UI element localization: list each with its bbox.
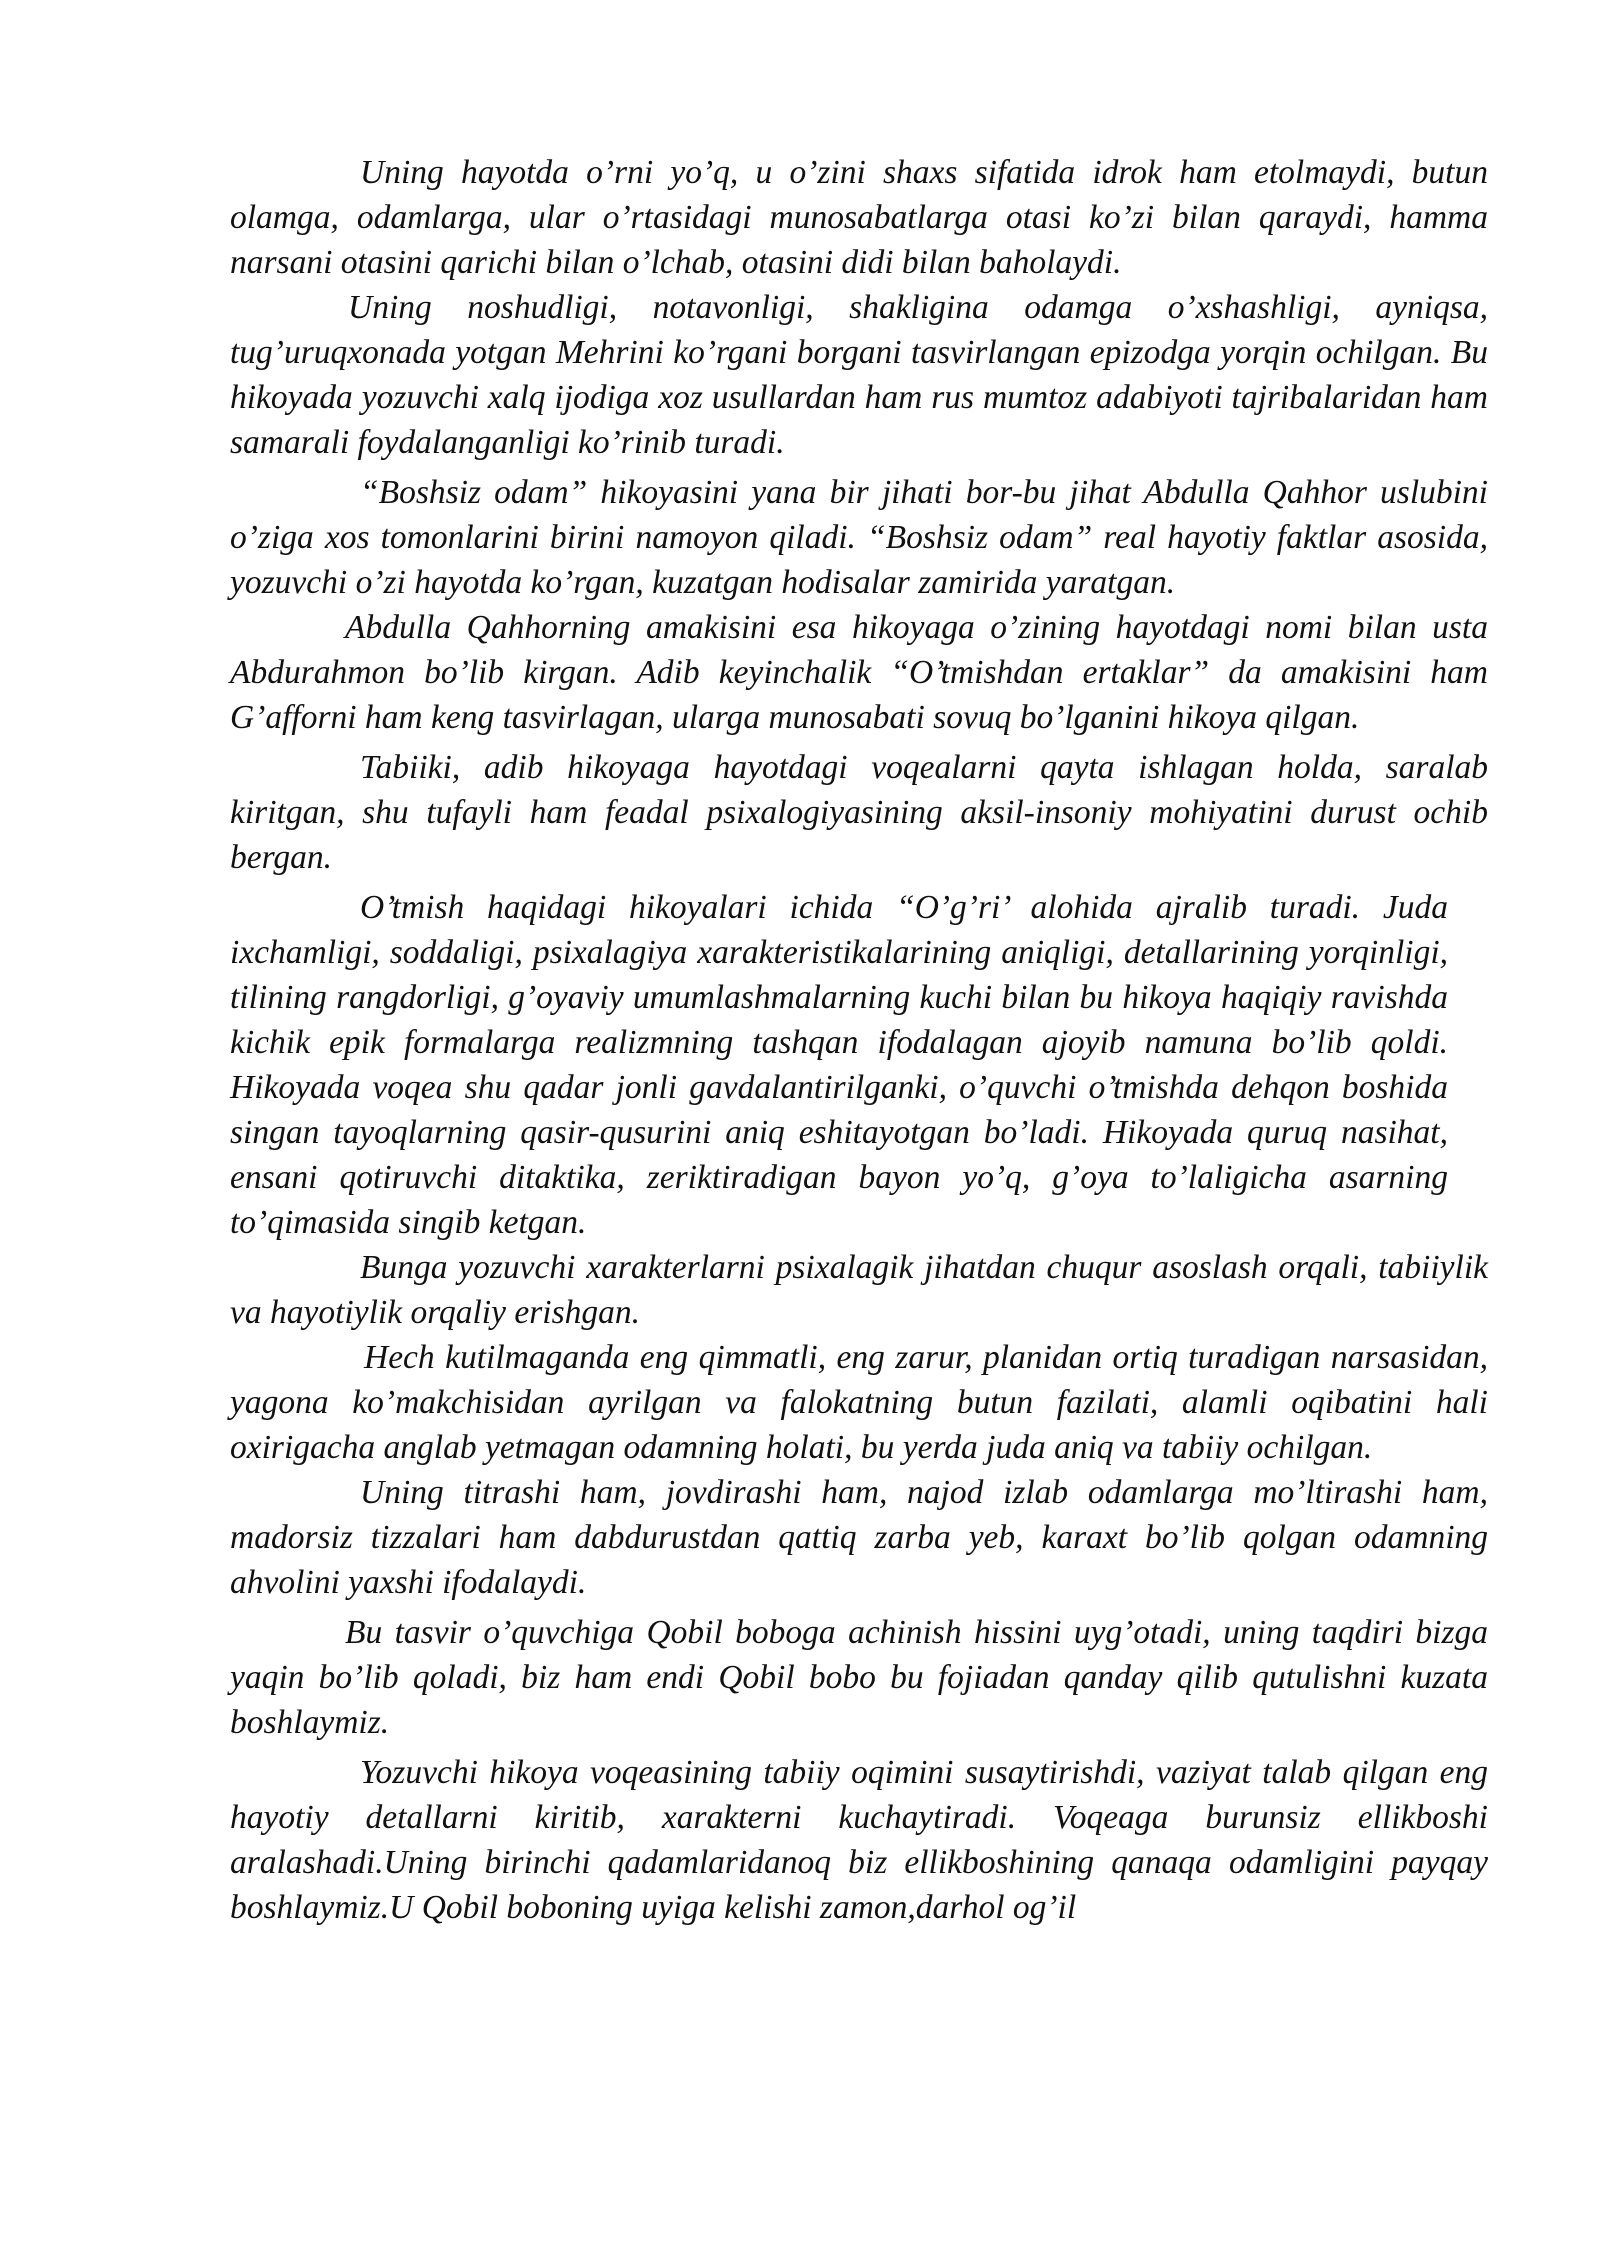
paragraph-3: “Boshsiz odam” hikoyasini yana bir jihati bor-bu jihat Abdulla Qahhor uslubini o’ziga xos tomonlarini birini namoyon qiladi. “Boshsiz odam” real hayotiy faktlar asosida, yozuvchi o’zi hayotda ko’rgan, kuzatgan hodisalar zamirida yaratgan. — [230, 474, 1488, 601]
paragraph-4: Abdulla Qahhorning amakisini esa hikoyaga o’zining hayotdagi nomi bilan usta Abdurahmon bo’lib kirgan. Adib keyinchalik “O’tmishdan ertaklar” da amakisini ham G’afforni ham keng tasvirlagan, ularga munosabati sovuq bo’lganini hikoya qilgan. — [230, 609, 1488, 736]
paragraph-11: Yozuvchi hikoya voqeasining tabiiy oqimini susaytirishdi, vaziyat talab qilgan eng hayotiy detallarni kiritib, xarakterni kuchaytiradi. Voqeaga burunsiz ellikboshi aralashadi.Uning birinchi qadamlaridanoq biz ellikboshining qanaqa odamligini payqay boshlaymiz.U Qobil boboning uyiga kelishi zamon,darhol og’il — [230, 1754, 1488, 1926]
document-body — [230, 150, 1488, 1930]
paragraph-8: Hech kutilmaganda eng qimmatli, eng zarur, planidan ortiq turadigan narsasidan, yagona ko’makchisidan ayrilgan va falokatning butun fazilati, alamli oqibatini hali oxirigacha anglab yetmagan odamning holati, bu yerda juda aniq va tabiiy ochilgan. — [230, 1339, 1488, 1466]
paragraph-9: Uning titrashi ham, jovdirashi ham, najod izlab odamlarga mo’ltirashi ham, madorsiz tizzalari ham dabdurustdan qattiq zarba yeb, karaxt bo’lib qolgan odamning ahvolini yaxshi ifodalaydi. — [230, 1474, 1488, 1601]
paragraph-6: O’tmish haqidagi hikoyalari ichida “O’g’ri’ alohida ajralib turadi. Juda ixchamligi, soddaligi, psixalagiya xarakteristikalarining aniqligi, detallarining yorqinligi, tilining rangdorligi, g’oyaviy umumlashmalarning kuchi bilan bu hikoya haqiqiy ravishda kichik epik formalarga realizmning tashqan ifodalagan ajoyib namuna bo’lib qoldi. Hikoyada voqea shu qadar jonli gavdalantirilganki, o’quvchi o’tmishda dehqon boshida singan tayoqlarning qasir-qusurini aniq eshitayotgan bo’ladi. Hikoyada quruq nasihat, ensani qotiruvchi ditaktika, zeriktiradigan bayon yo’q, g’oya to’laligicha asarning to’qimasida singib ketgan. — [230, 889, 1448, 1241]
paragraph-2: Uning noshudligi, notavonligi, shakligina odamga o’xshashligi, ayniqsa, tug’uruqxonada yotgan Mehrini ko’rgani borgani tasvirlangan epizodga yorqin ochilgan. Bu hikoyada yozuvchi xalq ijodiga xoz usullardan ham rus mumtoz adabiyoti tajribalaridan ham samarali foydalanganligi ko’rinib turadi. — [230, 289, 1488, 461]
paragraph-10: Bu tasvir o’quvchiga Qobil boboga achinish hissini uyg’otadi, uning taqdiri bizga yaqin bo’lib qoladi, biz ham endi Qobil bobo bu fojiadan qanday qilib qutulishni kuzata boshlaymiz. — [230, 1614, 1488, 1741]
paragraph-1: Uning hayotda o’rni yo’q, u o’zini shaxs sifatida idrok ham etolmaydi, butun olamga, odamlarga, ular o’rtasidagi munosabatlarga otasi ko’zi bilan qaraydi, hamma narsani otasini qarichi bilan o’lchab, otasini didi bilan baholaydi. — [230, 154, 1488, 281]
paragraph-5: Tabiiki, adib hikoyaga hayotdagi voqealarni qayta ishlagan holda, saralab kiritgan, shu tufayli ham feadal psixalogiyasining aksil-insoniy mohiyatini durust ochib bergan. — [230, 749, 1488, 876]
paragraph-7: Bunga yozuvchi xarakterlarni psixalagik jihatdan chuqur asoslash orqali, tabiiylik va hayotiylik orqaliy erishgan. — [230, 1249, 1488, 1331]
